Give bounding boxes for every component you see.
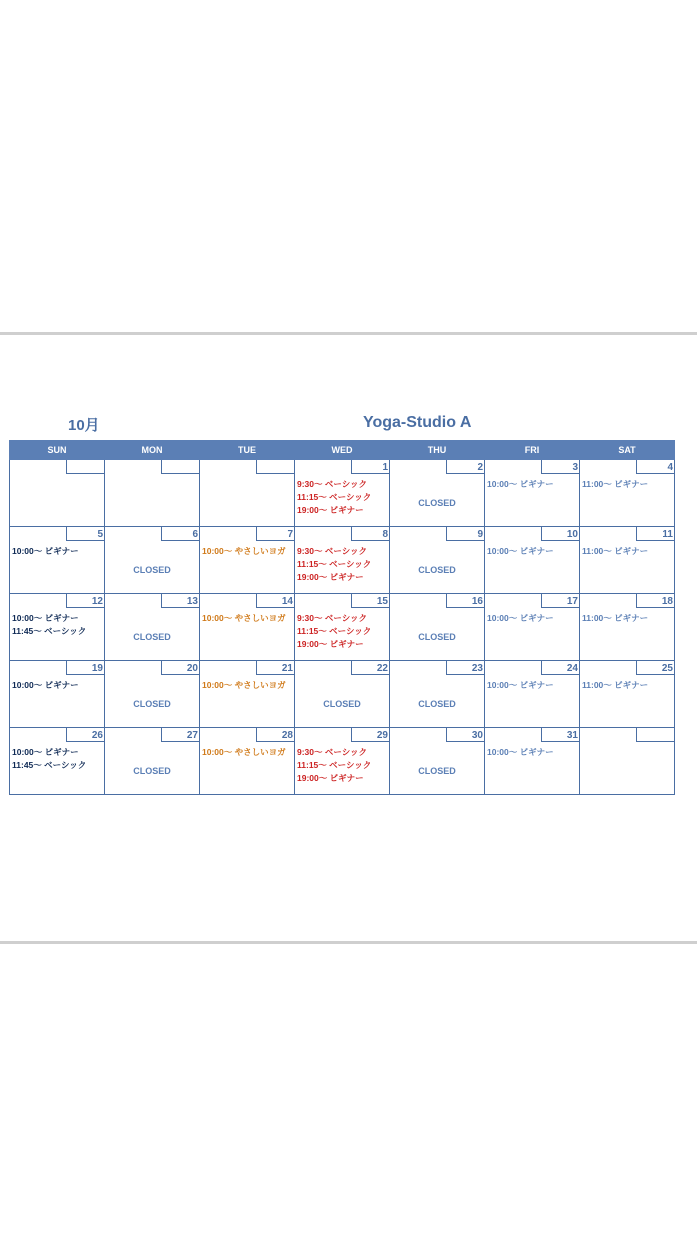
class-entry: 11:00～ ビギナー	[582, 479, 649, 489]
day-cell-16	[390, 594, 485, 661]
day-cell-10	[485, 527, 580, 594]
class-list	[12, 612, 86, 638]
day-cell-6	[105, 527, 200, 594]
closed-label: CLOSED	[133, 766, 171, 776]
class-entry: 10:00～ ビギナー	[12, 546, 79, 556]
day-number: 8	[351, 527, 389, 541]
day-cell-9	[390, 527, 485, 594]
schedule-calendar	[9, 440, 675, 795]
class-entry: 10:00～ ビギナー	[12, 680, 79, 690]
day-number: 27	[161, 728, 199, 742]
closed-label: CLOSED	[133, 565, 171, 575]
week-row	[10, 527, 675, 594]
day-cell-27	[105, 728, 200, 795]
weekday-tue: TUE	[200, 441, 295, 460]
closed-label: CLOSED	[133, 699, 171, 709]
day-cell-25	[580, 661, 675, 728]
class-entry: 11:00～ ビギナー	[582, 680, 649, 690]
day-number	[636, 728, 674, 742]
day-number: 2	[446, 460, 484, 474]
class-entry: 19:00～ ビギナー	[297, 773, 364, 783]
class-entry: 11:15～ ベーシック	[297, 559, 372, 569]
class-entry: 11:15～ ベーシック	[297, 626, 372, 636]
class-list	[487, 679, 554, 692]
class-entry: 10:00～ ビギナー	[487, 613, 554, 623]
day-cell-24	[485, 661, 580, 728]
class-list	[487, 746, 554, 759]
class-entry: 9:30～ ベーシック	[297, 613, 368, 623]
weekday-sun: SUN	[10, 441, 105, 460]
weekday-header-row	[10, 441, 675, 460]
class-entry: 11:00～ ビギナー	[582, 613, 649, 623]
class-entry: 10:00～ ビギナー	[12, 613, 79, 623]
class-entry: 10:00～ ビギナー	[487, 546, 554, 556]
day-number: 15	[351, 594, 389, 608]
class-list	[202, 679, 286, 692]
class-entry: 10:00～ ビギナー	[487, 747, 554, 757]
class-list	[582, 545, 648, 558]
day-number: 4	[636, 460, 674, 474]
day-number: 10	[541, 527, 579, 541]
closed-label: CLOSED	[133, 632, 171, 642]
day-cell-19	[10, 661, 105, 728]
day-cell-3	[485, 460, 580, 527]
class-entry: 11:45～ ベーシック	[12, 760, 87, 770]
day-cell-1	[295, 460, 390, 527]
class-entry: 10:00～ ビギナー	[487, 479, 554, 489]
day-cell-5	[10, 527, 105, 594]
day-number	[161, 460, 199, 474]
class-list	[487, 612, 554, 625]
class-list	[12, 746, 86, 772]
class-list	[297, 545, 371, 584]
class-entry: 11:00～ ビギナー	[582, 546, 649, 556]
day-cell-17	[485, 594, 580, 661]
day-cell-28	[200, 728, 295, 795]
closed-label: CLOSED	[418, 498, 456, 508]
class-entry: 9:30～ ベーシック	[297, 479, 368, 489]
class-entry: 19:00～ ビギナー	[297, 572, 364, 582]
class-list	[582, 478, 648, 491]
day-number: 19	[66, 661, 104, 675]
class-entry: 11:15～ ベーシック	[297, 760, 372, 770]
day-cell-26	[10, 728, 105, 795]
month-title: 10月	[68, 417, 100, 434]
day-cell-18	[580, 594, 675, 661]
class-list	[487, 478, 554, 491]
class-list	[12, 679, 79, 692]
day-number: 21	[256, 661, 294, 675]
week-row	[10, 728, 675, 795]
day-cell-8	[295, 527, 390, 594]
closed-label: CLOSED	[418, 766, 456, 776]
day-cell-12	[10, 594, 105, 661]
day-cell-31	[485, 728, 580, 795]
class-list	[12, 545, 79, 558]
day-cell-14	[200, 594, 295, 661]
day-cell-7	[200, 527, 295, 594]
class-list	[202, 746, 286, 759]
day-cell-empty	[580, 728, 675, 795]
weekday-wed: WED	[295, 441, 390, 460]
day-cell-30	[390, 728, 485, 795]
day-cell-29	[295, 728, 390, 795]
class-list	[297, 746, 371, 785]
closed-label: CLOSED	[418, 632, 456, 642]
day-cell-4	[580, 460, 675, 527]
week-row	[10, 460, 675, 527]
class-list	[297, 612, 371, 651]
day-number: 26	[66, 728, 104, 742]
day-number: 25	[636, 661, 674, 675]
week-row	[10, 594, 675, 661]
day-number: 3	[541, 460, 579, 474]
day-number: 22	[351, 661, 389, 675]
class-list	[202, 545, 286, 558]
day-cell-15	[295, 594, 390, 661]
class-entry: 11:15～ ベーシック	[297, 492, 372, 502]
day-cell-23	[390, 661, 485, 728]
weekday-mon: MON	[105, 441, 200, 460]
class-list	[582, 679, 648, 692]
class-entry: 10:00～ ビギナー	[12, 747, 79, 757]
day-cell-21	[200, 661, 295, 728]
class-list	[202, 612, 286, 625]
day-number: 5	[66, 527, 104, 541]
day-number: 23	[446, 661, 484, 675]
day-number: 18	[636, 594, 674, 608]
day-number	[66, 460, 104, 474]
day-cell-empty	[105, 460, 200, 527]
day-number: 12	[66, 594, 104, 608]
day-number: 24	[541, 661, 579, 675]
day-cell-11	[580, 527, 675, 594]
class-list	[487, 545, 554, 558]
class-entry: 19:00～ ビギナー	[297, 639, 364, 649]
day-cell-empty	[200, 460, 295, 527]
day-number: 28	[256, 728, 294, 742]
calendar-body	[10, 460, 675, 795]
day-number: 1	[351, 460, 389, 474]
class-entry: 19:00～ ビギナー	[297, 505, 364, 515]
day-number: 31	[541, 728, 579, 742]
day-number: 7	[256, 527, 294, 541]
day-cell-13	[105, 594, 200, 661]
class-entry: 10:00～ やさしいヨガ	[202, 613, 286, 623]
day-number: 6	[161, 527, 199, 541]
weekday-fri: FRI	[485, 441, 580, 460]
day-number: 13	[161, 594, 199, 608]
day-cell-20	[105, 661, 200, 728]
day-number: 14	[256, 594, 294, 608]
day-number: 29	[351, 728, 389, 742]
closed-label: CLOSED	[418, 565, 456, 575]
weekday-thu: THU	[390, 441, 485, 460]
bottom-divider	[0, 941, 697, 944]
day-number: 20	[161, 661, 199, 675]
top-divider	[0, 332, 697, 335]
class-entry: 10:00～ やさしいヨガ	[202, 680, 286, 690]
day-number: 17	[541, 594, 579, 608]
day-cell-22	[295, 661, 390, 728]
day-number	[256, 460, 294, 474]
class-entry: 10:00～ ビギナー	[487, 680, 554, 690]
class-entry: 10:00～ やさしいヨガ	[202, 747, 286, 757]
class-list	[297, 478, 371, 517]
closed-label: CLOSED	[418, 699, 456, 709]
class-entry: 11:45～ ベーシック	[12, 626, 87, 636]
day-number: 16	[446, 594, 484, 608]
day-number: 9	[446, 527, 484, 541]
class-entry: 9:30～ ベーシック	[297, 747, 368, 757]
week-row	[10, 661, 675, 728]
closed-label: CLOSED	[323, 699, 361, 709]
class-list	[582, 612, 648, 625]
day-number: 11	[636, 527, 674, 541]
studio-title: Yoga-Studio A	[363, 414, 472, 431]
day-cell-empty	[10, 460, 105, 527]
class-entry: 10:00～ やさしいヨガ	[202, 546, 286, 556]
day-cell-2	[390, 460, 485, 527]
weekday-sat: SAT	[580, 441, 675, 460]
class-entry: 9:30～ ベーシック	[297, 546, 368, 556]
day-number: 30	[446, 728, 484, 742]
